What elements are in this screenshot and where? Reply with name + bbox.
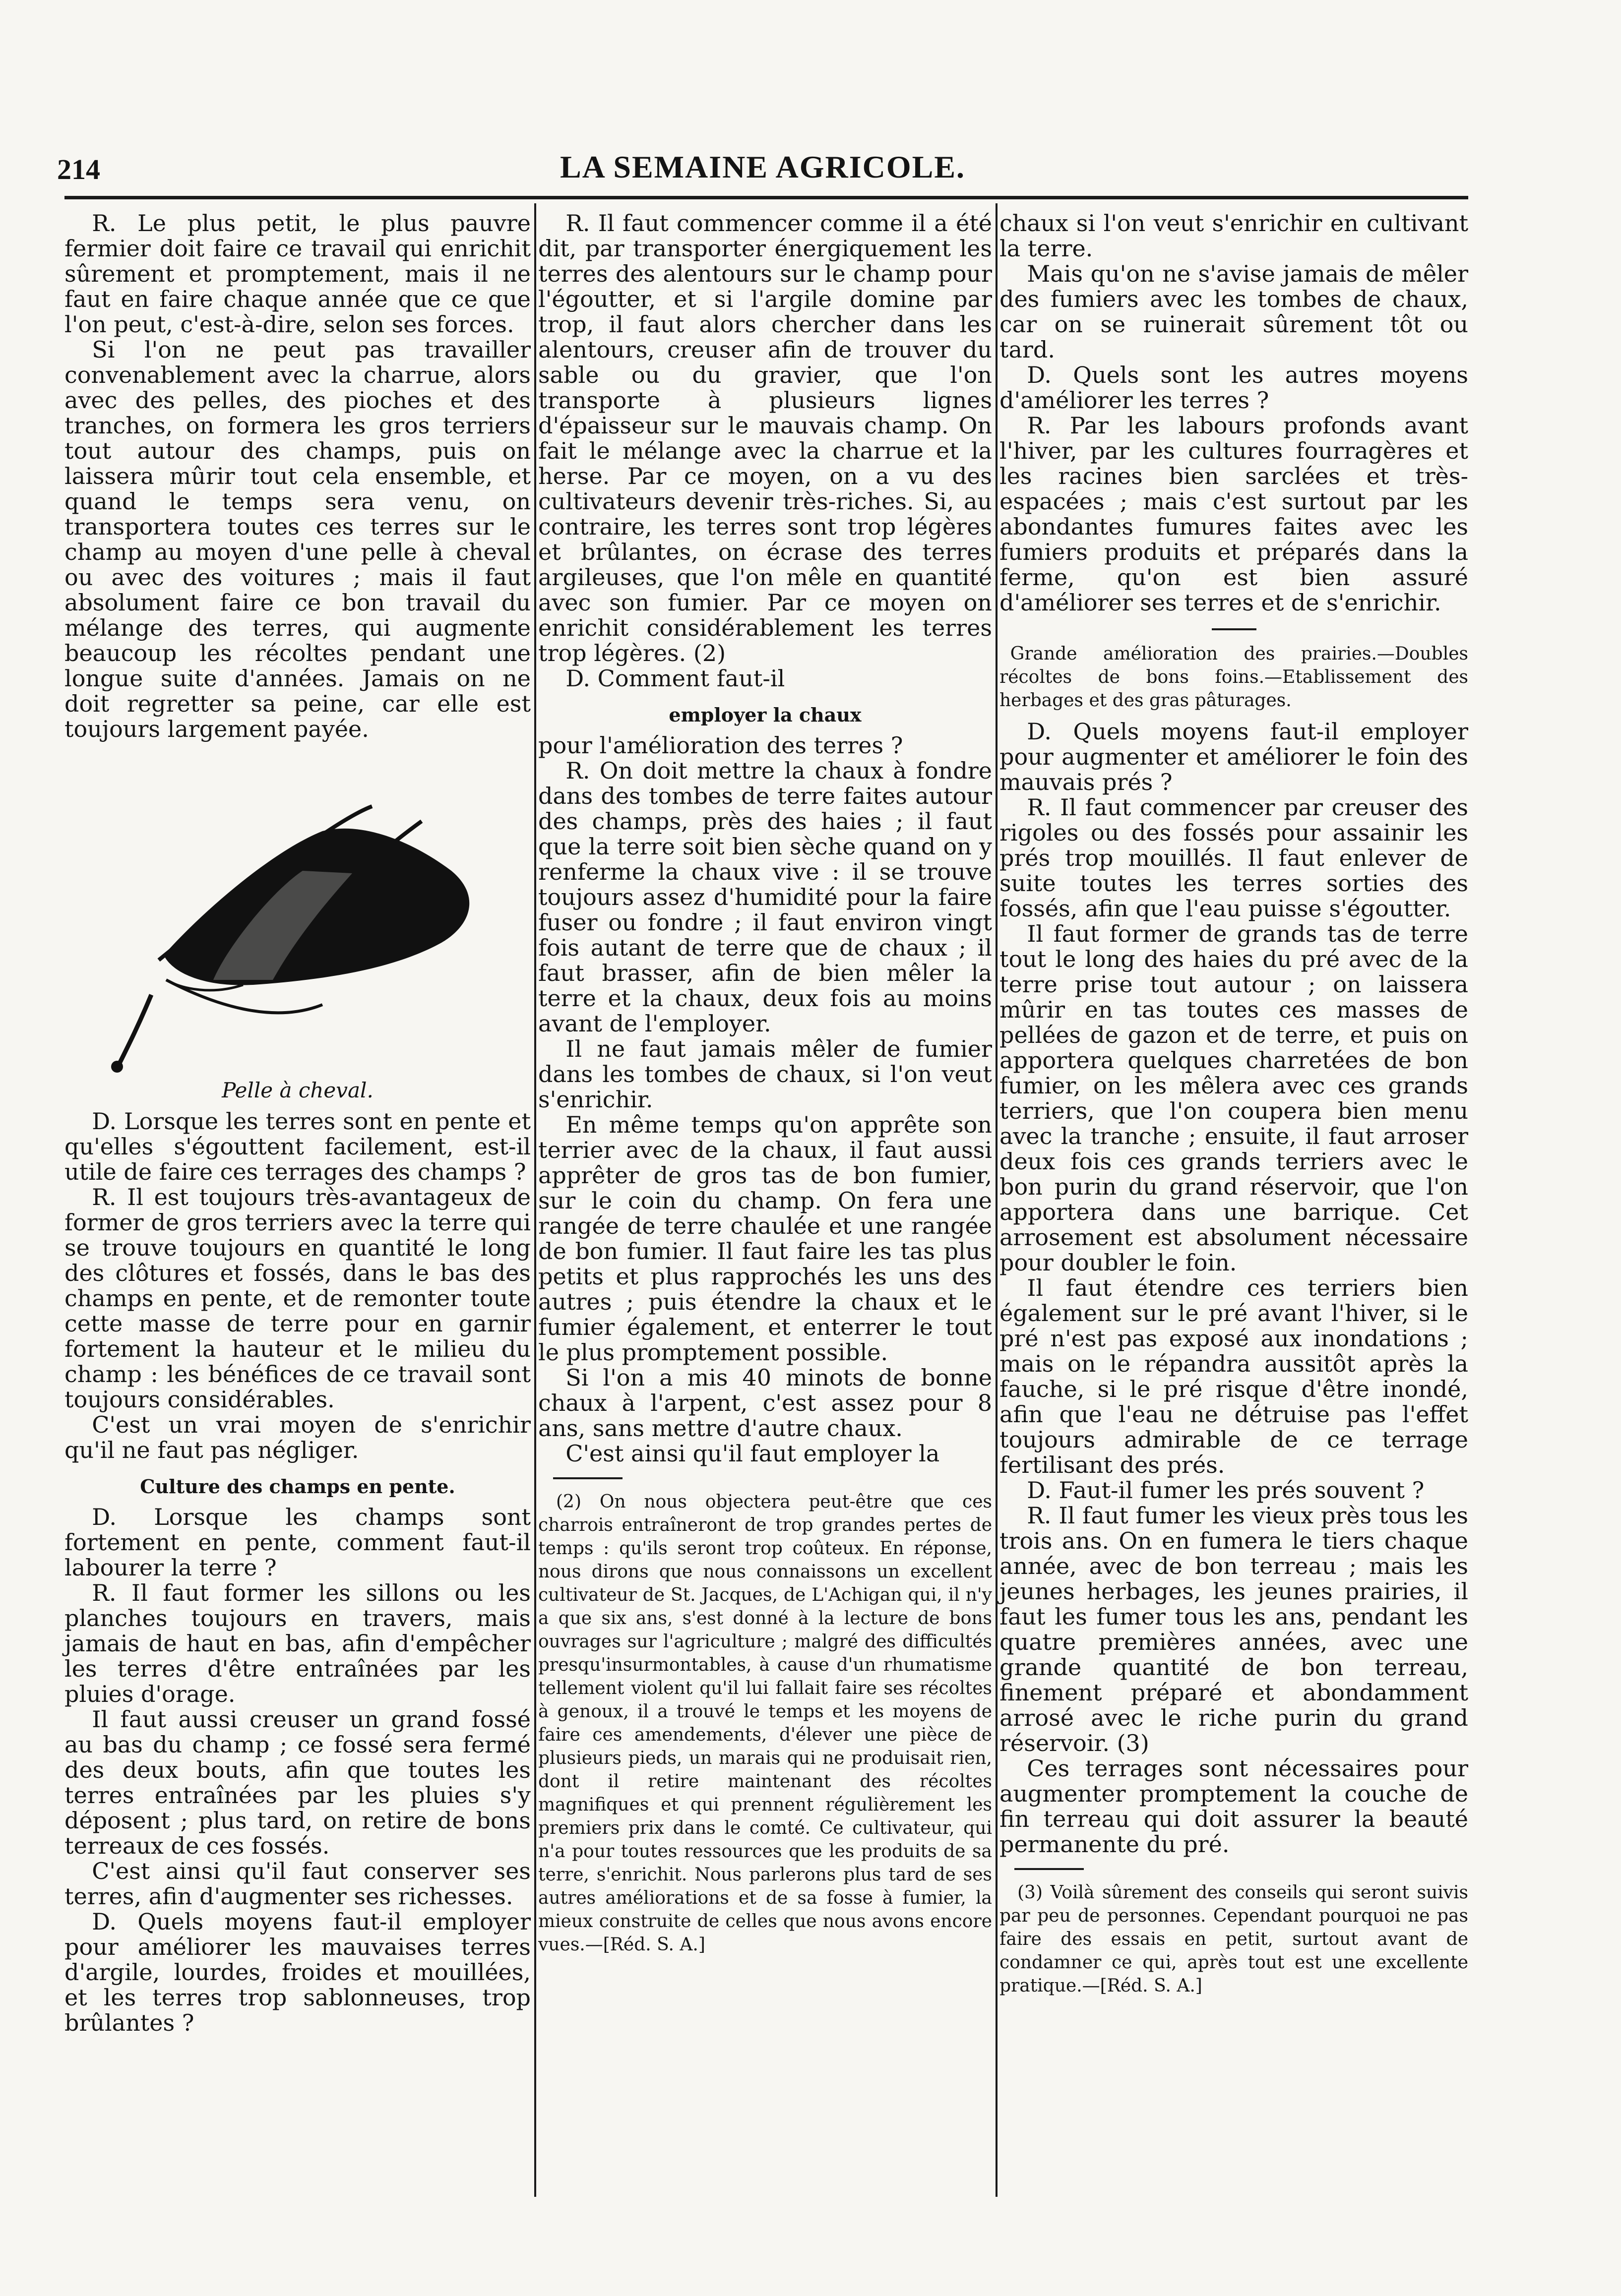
column-1 bbox=[64, 211, 531, 2036]
paragraph: Ces terrages sont nécessaires pour augmenter promptement la couche de fin terreau qui doit assurer la beauté permanente du pré. bbox=[999, 1755, 1468, 1858]
footnote-rule bbox=[1014, 1868, 1084, 1870]
paragraph: R. Il faut commencer par creuser des rigoles ou des fossés pour assainir les prés trop mouillés. Il faut enlever de suite toutes les terres sorties des fossés, afin que l'eau puisse s'égoutter. bbox=[999, 794, 1468, 922]
section-rule bbox=[1212, 628, 1256, 630]
column-divider-1 bbox=[534, 203, 536, 2197]
paragraph: pour l'amélioration des terres ? bbox=[538, 732, 903, 759]
paragraph: Mais qu'on ne s'avise jamais de mêler des fumiers avec les tombes de chaux, car on se ruinerait sûrement tôt ou tard. bbox=[999, 260, 1468, 363]
paragraph: Il faut aussi creuser un grand fossé au bas du champ ; ce fossé sera fermé des deux bouts, afin que toutes les terres entraînées par les pluies s'y déposent ; plus tard, on retire de bons terreaux de ces fossés. bbox=[64, 1706, 531, 1859]
footnote: (2) On nous objectera peut-être que ces charrois entraîneront de trop grandes pertes de temps : qu'ils seront trop coûteux. En réponse, nous dirons que nous connaissons un excellent cultivateur de St. Jacques, de L'Achigan qui, il n'y a que six ans, s'est donné à la lecture de bons ouvrages sur l'agriculture ; malgré des difficultés presqu'insurmontables, à cause d'un rhumatisme tellement violent qu'il lui fallait faire ses récoltes à genoux, il a trouvé le temps et les moyens de faire ces amendements, d'élever une pièce de plusieurs pieds, un marais qui ne produisait rien, dont il retire maintenant des récoltes magnifiques et qui prennent régulièrement les premiers prix dans le comté. Ce cultivateur, qui n'a pour toutes ressources que les produits de sa terre, s'enrichit. Nous parlerons plus tard de ses autres améliorations et de sa fosse à fumier, la mieux construite de celles que nous avons encore vues.—[Réd. S. A.] bbox=[538, 1492, 992, 1955]
page-header bbox=[57, 149, 1468, 188]
subheading: Culture des champs en pente. bbox=[140, 1475, 455, 1498]
paragraph: Si l'on a mis 40 minots de bonne chaux à l'arpent, c'est assez pour 8 ans, sans mettre d'autre chaux. bbox=[538, 1364, 992, 1442]
paragraph: chaux si l'on veut s'enrichir en cultivant la terre. bbox=[999, 210, 1468, 262]
paragraph: R. On doit mettre la chaux à fondre dans des tombes de terre faites autour des champs, près des haies ; il faut que la terre soit bien sèche quand on y renferme la chaux vive : il se trouve toujours assez d'humidité pour la faire fuser ou fondre ; il faut environ vingt fois autant de terre que de chaux ; il faut brasser, afin de bien mêler la terre et la chaux, deux fois au moins avant de l'employer. bbox=[538, 757, 992, 1037]
header-rule bbox=[64, 196, 1468, 199]
paragraph: Il faut former de grands tas de terre tout le long des haies du pré avec de la terre prise tout autour ; on laissera mûrir en tas toutes ces masses de pellées de gazon et de terre, et puis on apportera quelques charretées de bon fumier, on les mêlera avec ces grands terriers, que l'on coupera bien menu avec la tranche ; ensuite, il faut arroser deux fois ces grands terriers avec le bon purin du grand réservoir, que l'on apportera dans une barrique. Cet arrosement est absolument nécessaire pour doubler le foin. bbox=[999, 920, 1468, 1276]
paragraph: R. Il faut commencer comme il a été dit, par transporter énergiquement les terres des alentours sur le champ pour l'égoutter, et si l'argile domine par trop, il faut alors chercher dans les alentours, creuser afin de trouver du sable ou du gravier, que l'on transporte à plusieurs lignes d'épaisseur sur le mauvais champ. On fait le mélange avec la charrue et la herse. Par ce moyen, on a vu des cultivateurs devenir très-riches. Si, au contraire, les terres sont trop légères et brûlantes, on écrase des terres argileuses, que l'on mêle en quantité avec son fumier. Par ce moyen on enrichit considérablement les terres trop légères. (2) bbox=[538, 210, 992, 666]
column-divider-2 bbox=[996, 203, 998, 2197]
paragraph: D. Lorsque les terres sont en pente et qu'elles s'égouttent facilement, est-il utile de faire ces terrages des champs ? bbox=[64, 1108, 531, 1185]
footnote-rule bbox=[553, 1477, 623, 1479]
journal-title: LA SEMAINE AGRICOLE. bbox=[560, 149, 966, 184]
paragraph: D. Faut-il fumer les prés souvent ? bbox=[1027, 1477, 1425, 1504]
paragraph: R. Le plus petit, le plus pauvre fermier doit faire ce travail qui enrichit sûrement et promptement, mais il ne faut en faire chaque année que ce que l'on peut, c'est-à-dire, selon ses forces. bbox=[64, 210, 531, 338]
paragraph: R. Il est toujours très-avantageux de former de gros terriers avec la terre qui se trouve toujours en quantité le long des clôtures et fossés, dans le bas des champs en pente, et de remonter toute cette masse de terre pour en garnir fortement la hauteur et le milieu du champ : les bénéfices de ce travail sont toujours considérables. bbox=[64, 1184, 531, 1413]
paragraph: D. Quels moyens faut-il employer pour améliorer les mauvaises terres d'argile, lourdes, froides et mouillées, et les terres trop sablonneuses, trop brûlantes ? bbox=[64, 1908, 531, 2036]
subheading: employer la chaux bbox=[669, 704, 862, 726]
section-title: Grande amélioration des prairies.—Doubles récoltes de bons foins.—Etablissement des herbages et des gras pâturages. bbox=[999, 644, 1468, 711]
paragraph: C'est ainsi qu'il faut employer la bbox=[565, 1440, 940, 1467]
paragraph: D. Quels sont les autres moyens d'améliorer les terres ? bbox=[999, 362, 1468, 414]
horse-shovel-illustration bbox=[64, 747, 531, 1074]
figure-caption: Pelle à cheval. bbox=[222, 1078, 374, 1102]
footnote: (3) Voilà sûrement des conseils qui seront suivis par peu de personnes. Cependant pourquoi ne pas faire des essais en petit, surtout avant de condamner ce qui, après tout est une excellente pratique.—[Réd. S. A.] bbox=[999, 1882, 1468, 1996]
paragraph: Si l'on ne peut pas travailler convenablement avec la charrue, alors avec des pelles, des pioches et des tranches, on formera les gros terriers tout autour des champs, puis on laissera mûrir tout cela ensemble, et quand le temps sera venu, on transportera toutes ces terres sur le champ au moyen d'une pelle à cheval ou avec des voitures ; mais il faut absolument faire ce bon travail du mélange des terres, qui augmente beaucoup les récoltes pendant une longue suite d'années. Jamais on ne doit regretter sa peine, car elle est toujours largement payée. bbox=[64, 336, 531, 742]
paragraph: D. Comment faut-il bbox=[565, 665, 785, 692]
paragraph: C'est un vrai moyen de s'enrichir qu'il ne faut pas négliger. bbox=[64, 1411, 531, 1463]
column-3 bbox=[999, 211, 1468, 1997]
page-number: 214 bbox=[57, 153, 100, 185]
paragraph: Il faut étendre ces terriers bien également sur le pré avant l'hiver, si le pré n'est pas exposé aux inondations ; mais on le répandra aussitôt après la fauche, si le pré risque d'être inondé, afin que l'eau ne détruise pas l'effet toujours admirable de ce terrage fertilisant des prés. bbox=[999, 1274, 1468, 1478]
paragraph: C'est ainsi qu'il faut conserver ses terres, afin d'augmenter ses richesses. bbox=[64, 1858, 531, 1910]
paragraph: Il ne faut jamais mêler de fumier dans les tombes de chaux, si l'on veut s'enrichir. bbox=[538, 1035, 992, 1113]
paragraph: D. Lorsque les champs sont fortement en pente, comment faut-il labourer la terre ? bbox=[64, 1504, 531, 1581]
paragraph: D. Quels moyens faut-il employer pour augmenter et améliorer le foin des mauvais prés ? bbox=[999, 718, 1468, 795]
paragraph: R. Il faut fumer les vieux près tous les trois ans. On en fumera le tiers chaque année, avec de bon terreau ; mais les jeunes herbages, les jeunes prairies, il faut les fumer tous les ans, pendant les quatre premières années, avec une grande quantité de bon terreau, finement préparé et abondamment arrosé avec le riche purin du grand réservoir. (3) bbox=[999, 1502, 1468, 1756]
paragraph: R. Il faut former les sillons ou les planches toujours en travers, mais jamais de haut en bas, afin d'empêcher les terres d'être entraînées par les pluies d'orage. bbox=[64, 1579, 531, 1707]
paragraph: En même temps qu'on apprête son terrier avec de la chaux, il faut aussi apprêter de gros tas de bon fumier, sur le coin du champ. On fera une rangée de terre chaulée et une rangée de bon fumier. Il faut faire les tas plus petits et plus rapprochés les uns des autres ; puis étendre la chaux et le fumier également, et enterrer le tout le plus promptement possible. bbox=[538, 1111, 992, 1366]
column-2 bbox=[538, 211, 992, 1956]
paragraph: R. Par les labours profonds avant l'hiver, par les cultures fourragères et les racines bien sarclées et très-espacées ; mais c'est surtout par les abondantes fumures faites avec les fumiers produits et préparés dans la ferme, qu'on est bien assuré d'améliorer ses terres et de s'enrichir. bbox=[999, 412, 1468, 616]
